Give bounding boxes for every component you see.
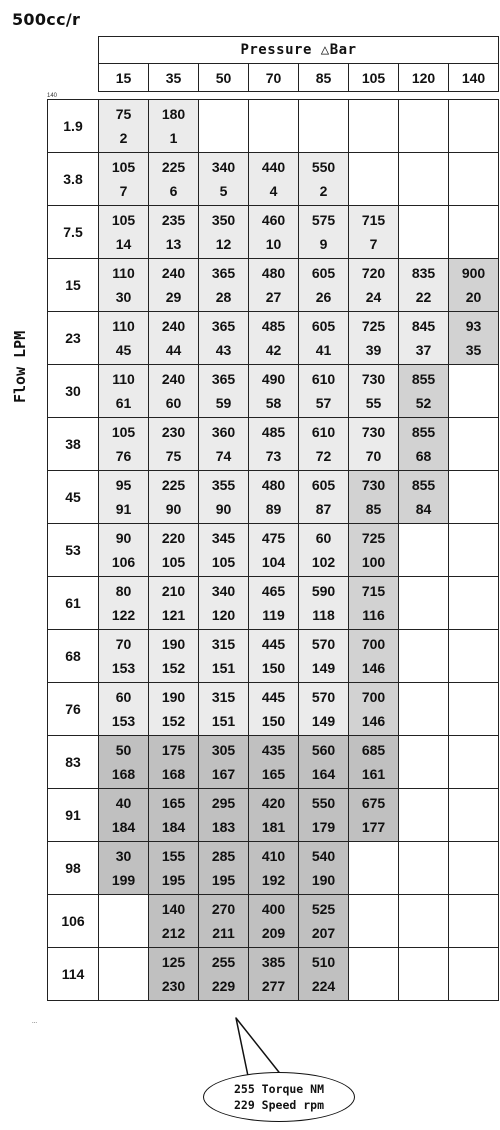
torque-value: 675 — [361, 795, 386, 811]
torque-value: 475 — [261, 530, 286, 546]
pressure-header-15: 15 — [99, 64, 149, 92]
torque-value: 240 — [161, 371, 186, 387]
speed-value: 35 — [465, 342, 482, 358]
speed-value: 105 — [211, 554, 236, 570]
speed-value: 229 — [211, 978, 236, 994]
callout-legend — [203, 1072, 355, 1122]
torque-value: 165 — [161, 795, 186, 811]
torque-value: 315 — [211, 636, 236, 652]
torque-value: 235 — [161, 212, 186, 228]
pressure-header-140: 140 — [449, 64, 499, 92]
speed-value: 85 — [365, 501, 382, 517]
torque-value: 445 — [261, 689, 286, 705]
speed-value: 181 — [261, 819, 286, 835]
speed-value: 57 — [315, 395, 332, 411]
speed-value: 52 — [415, 395, 432, 411]
speed-value: 151 — [211, 660, 236, 676]
flow-value: 114 — [48, 948, 99, 1001]
torque-value: 230 — [161, 424, 186, 440]
flow-value: 68 — [48, 630, 99, 683]
speed-value: 179 — [311, 819, 336, 835]
speed-value: 149 — [311, 713, 336, 729]
speed-value: 199 — [111, 872, 136, 888]
torque-value: 315 — [211, 689, 236, 705]
speed-value: 102 — [311, 554, 336, 570]
speed-value: 168 — [111, 766, 136, 782]
torque-value: 175 — [161, 742, 186, 758]
speed-value: 41 — [315, 342, 332, 358]
speed-value: 230 — [161, 978, 186, 994]
torque-value: 730 — [361, 424, 386, 440]
speed-value: 184 — [111, 819, 136, 835]
torque-value: 570 — [311, 689, 336, 705]
flow-axis-label: Flow LPM — [11, 330, 29, 403]
torque-value: 210 — [161, 583, 186, 599]
torque-value: 725 — [361, 318, 386, 334]
torque-value: 720 — [361, 265, 386, 281]
speed-value: 209 — [261, 925, 286, 941]
torque-value: 480 — [261, 265, 286, 281]
torque-value: 445 — [261, 636, 286, 652]
speed-value: 2 — [119, 130, 128, 146]
speed-value: 90 — [215, 501, 232, 517]
speed-value: 167 — [211, 766, 236, 782]
speed-value: 70 — [365, 448, 382, 464]
torque-value: 180 — [161, 106, 186, 122]
torque-value: 730 — [361, 477, 386, 493]
torque-value: 30 — [115, 848, 132, 864]
speed-value: 1 — [169, 130, 178, 146]
speed-value: 45 — [115, 342, 132, 358]
torque-value: 700 — [361, 689, 386, 705]
torque-value: 365 — [211, 265, 236, 281]
torque-value: 360 — [211, 424, 236, 440]
torque-value: 93 — [465, 318, 482, 334]
speed-value: 150 — [261, 660, 286, 676]
torque-value: 155 — [161, 848, 186, 864]
torque-value: 225 — [161, 477, 186, 493]
speed-value: 87 — [315, 501, 332, 517]
speed-value: 55 — [365, 395, 382, 411]
pressure-header-85: 85 — [299, 64, 349, 92]
torque-value: 345 — [211, 530, 236, 546]
displacement-title: 500cc/r — [12, 10, 81, 29]
pressure-header-105: 105 — [349, 64, 399, 92]
flow-value: 3.8 — [48, 153, 99, 206]
speed-value: 9 — [319, 236, 328, 252]
speed-value: 116 — [362, 607, 385, 623]
speed-value: 224 — [311, 978, 336, 994]
torque-value: 725 — [361, 530, 386, 546]
pressure-header-120: 120 — [399, 64, 449, 92]
torque-value: 570 — [311, 636, 336, 652]
speed-value: 7 — [369, 236, 378, 252]
torque-value: 700 — [361, 636, 386, 652]
speed-value: 44 — [165, 342, 182, 358]
torque-value: 240 — [161, 265, 186, 281]
torque-value: 110 — [112, 371, 135, 387]
torque-value: 575 — [311, 212, 336, 228]
speed-value: 122 — [111, 607, 136, 623]
torque-value: 225 — [161, 159, 186, 175]
torque-value: 385 — [261, 954, 286, 970]
pressure-header-50: 50 — [199, 64, 249, 92]
callout-torque: 255 Torque NM — [233, 1082, 324, 1096]
torque-value: 400 — [261, 901, 286, 917]
speed-value: 165 — [261, 766, 286, 782]
flow-value: 30 — [48, 365, 99, 418]
torque-value: 295 — [211, 795, 236, 811]
torque-value: 715 — [361, 212, 386, 228]
speed-value: 168 — [161, 766, 186, 782]
torque-value: 550 — [311, 795, 336, 811]
speed-value: 72 — [315, 448, 332, 464]
flow-value: 38 — [48, 418, 99, 471]
torque-value: 340 — [211, 583, 236, 599]
speed-value: 39 — [365, 342, 382, 358]
torque-value: 460 — [261, 212, 286, 228]
speed-value: 84 — [415, 501, 432, 517]
torque-value: 350 — [211, 212, 236, 228]
torque-value: 410 — [261, 848, 286, 864]
speed-value: 119 — [262, 607, 285, 623]
speed-value: 74 — [215, 448, 232, 464]
speed-value: 30 — [115, 289, 132, 305]
torque-value: 105 — [111, 424, 136, 440]
torque-value: 435 — [261, 742, 286, 758]
speed-value: 192 — [261, 872, 286, 888]
torque-value: 105 — [111, 212, 136, 228]
speed-value: 177 — [361, 819, 386, 835]
torque-value: 485 — [261, 318, 286, 334]
torque-value: 125 — [161, 954, 186, 970]
flow-value: 76 — [48, 683, 99, 736]
speed-value: 277 — [261, 978, 286, 994]
speed-value: 164 — [311, 766, 336, 782]
speed-value: 161 — [361, 766, 386, 782]
pressure-header-title: Pressure △Bar — [99, 37, 499, 64]
speed-value: 24 — [365, 289, 382, 305]
torque-value: 140 — [161, 901, 186, 917]
scale-mark-top: 140 — [47, 93, 58, 99]
torque-value: 845 — [411, 318, 436, 334]
torque-value: 610 — [311, 424, 336, 440]
speed-value: 13 — [165, 236, 182, 252]
speed-value: 153 — [111, 660, 136, 676]
torque-value: 270 — [211, 901, 236, 917]
speed-value: 61 — [115, 395, 132, 411]
flow-value: 61 — [48, 577, 99, 630]
speed-value: 183 — [211, 819, 236, 835]
speed-value: 207 — [311, 925, 336, 941]
torque-value: 900 — [461, 265, 486, 281]
torque-value: 70 — [115, 636, 132, 652]
callout-speed: 229 Speed rpm — [233, 1098, 324, 1112]
flow-value: 98 — [48, 842, 99, 895]
torque-value: 420 — [261, 795, 286, 811]
speed-value: 37 — [415, 342, 432, 358]
torque-value: 730 — [361, 371, 386, 387]
torque-value: 190 — [161, 636, 186, 652]
speed-value: 152 — [161, 660, 186, 676]
torque-value: 480 — [261, 477, 286, 493]
speed-value: 14 — [115, 236, 132, 252]
torque-value: 560 — [311, 742, 336, 758]
torque-value: 715 — [361, 583, 386, 599]
speed-value: 211 — [212, 925, 235, 941]
torque-value: 855 — [411, 477, 436, 493]
torque-value: 590 — [311, 583, 336, 599]
speed-value: 68 — [415, 448, 432, 464]
speed-value: 121 — [161, 607, 186, 623]
torque-value: 685 — [361, 742, 386, 758]
torque-value: 610 — [311, 371, 336, 387]
torque-value: 525 — [311, 901, 336, 917]
speed-value: 152 — [161, 713, 186, 729]
speed-value: 118 — [312, 607, 335, 623]
speed-value: 90 — [165, 501, 182, 517]
torque-value: 75 — [115, 106, 132, 122]
speed-value: 75 — [165, 448, 182, 464]
speed-value: 73 — [265, 448, 282, 464]
torque-value: 490 — [261, 371, 286, 387]
torque-value: 110 — [112, 318, 135, 334]
flow-value: 91 — [48, 789, 99, 842]
torque-value: 95 — [115, 477, 132, 493]
torque-value: 40 — [115, 795, 132, 811]
pressure-header-70: 70 — [249, 64, 299, 92]
flow-value: 1.9 — [48, 100, 99, 153]
speed-value: 22 — [415, 289, 432, 305]
speed-value: 60 — [165, 395, 182, 411]
speed-value: 195 — [211, 872, 236, 888]
speed-value: 28 — [215, 289, 232, 305]
speed-value: 153 — [111, 713, 136, 729]
pressure-header-35: 35 — [149, 64, 199, 92]
speed-value: 89 — [265, 501, 282, 517]
speed-value: 149 — [311, 660, 336, 676]
torque-value: 365 — [211, 371, 236, 387]
torque-value: 540 — [311, 848, 336, 864]
speed-value: 120 — [211, 607, 236, 623]
torque-value: 855 — [411, 424, 436, 440]
torque-value: 550 — [311, 159, 336, 175]
torque-value: 220 — [161, 530, 186, 546]
scale-mark-bottom: ... — [32, 1019, 38, 1025]
torque-value: 605 — [311, 318, 336, 334]
speed-value: 20 — [465, 289, 482, 305]
torque-value: 80 — [115, 583, 132, 599]
speed-value: 27 — [265, 289, 282, 305]
speed-value: 10 — [265, 236, 282, 252]
flow-value: 83 — [48, 736, 99, 789]
speed-value: 58 — [265, 395, 282, 411]
speed-value: 104 — [261, 554, 286, 570]
torque-value: 105 — [111, 159, 136, 175]
torque-value: 240 — [161, 318, 186, 334]
torque-value: 485 — [261, 424, 286, 440]
speed-value: 150 — [261, 713, 286, 729]
flow-value: 53 — [48, 524, 99, 577]
torque-value: 190 — [161, 689, 186, 705]
speed-value: 151 — [211, 713, 236, 729]
speed-value: 195 — [161, 872, 186, 888]
flow-value: 7.5 — [48, 206, 99, 259]
speed-value: 146 — [361, 713, 386, 729]
torque-value: 285 — [211, 848, 236, 864]
torque-value: 605 — [311, 265, 336, 281]
speed-value: 12 — [215, 236, 232, 252]
flow-value: 15 — [48, 259, 99, 312]
torque-value: 340 — [211, 159, 236, 175]
speed-value: 42 — [265, 342, 282, 358]
speed-value: 91 — [115, 501, 132, 517]
speed-value: 7 — [119, 183, 128, 199]
speed-value: 76 — [115, 448, 132, 464]
speed-value: 105 — [161, 554, 186, 570]
speed-value: 6 — [169, 183, 178, 199]
torque-value: 90 — [115, 530, 132, 546]
speed-value: 190 — [311, 872, 336, 888]
torque-value: 110 — [112, 265, 135, 281]
speed-value: 43 — [215, 342, 232, 358]
torque-value: 465 — [261, 583, 286, 599]
flow-value: 23 — [48, 312, 99, 365]
torque-value: 255 — [211, 954, 236, 970]
torque-value: 50 — [115, 742, 132, 758]
torque-value: 855 — [411, 371, 436, 387]
torque-value: 835 — [411, 265, 436, 281]
torque-value: 60 — [315, 530, 332, 546]
speed-value: 146 — [361, 660, 386, 676]
torque-value: 440 — [261, 159, 286, 175]
torque-value: 305 — [211, 742, 236, 758]
speed-value: 29 — [165, 289, 182, 305]
speed-value: 2 — [319, 183, 328, 199]
speed-value: 59 — [215, 395, 232, 411]
flow-value: 106 — [48, 895, 99, 948]
speed-value: 5 — [219, 183, 228, 199]
speed-value: 184 — [161, 819, 186, 835]
torque-value: 510 — [311, 954, 336, 970]
speed-value: 212 — [161, 925, 186, 941]
flow-value: 45 — [48, 471, 99, 524]
speed-value: 106 — [111, 554, 136, 570]
torque-value: 365 — [211, 318, 236, 334]
torque-value: 605 — [311, 477, 336, 493]
torque-value: 355 — [211, 477, 236, 493]
speed-value: 100 — [361, 554, 386, 570]
speed-value: 4 — [269, 183, 278, 199]
speed-value: 26 — [315, 289, 332, 305]
torque-value: 60 — [115, 689, 132, 705]
